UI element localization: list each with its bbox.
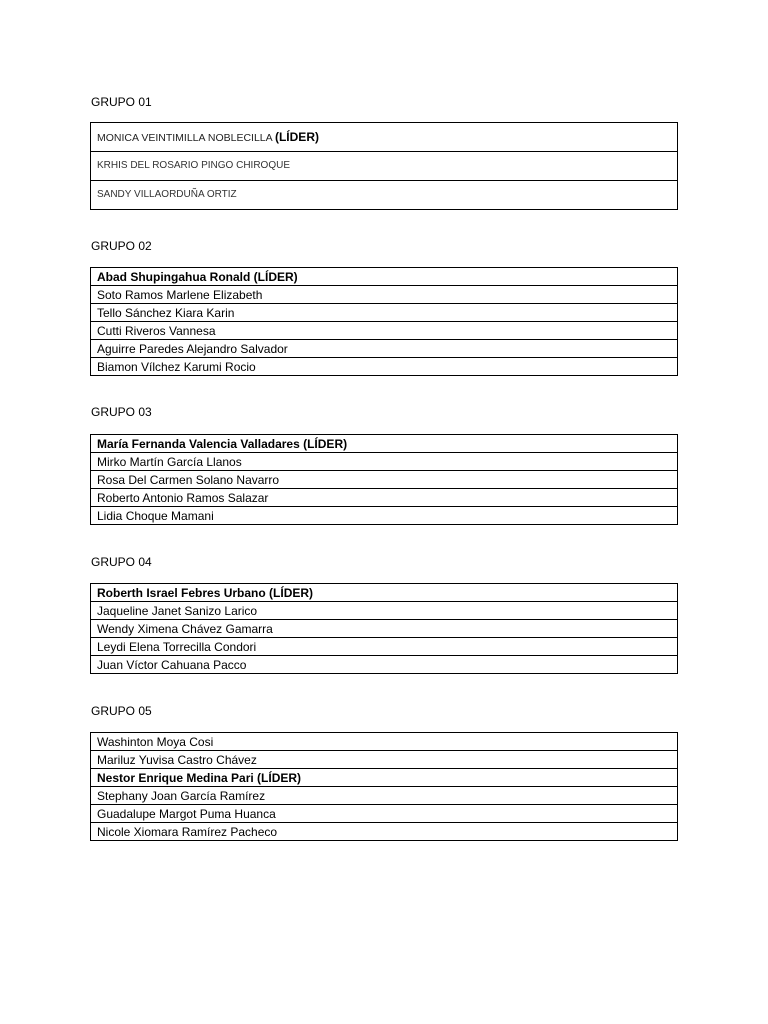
table-row bbox=[91, 304, 678, 322]
table-row bbox=[91, 152, 678, 181]
member-cell: Tello Sánchez Kiara Karin bbox=[91, 304, 678, 322]
table-row bbox=[91, 733, 678, 751]
member-cell bbox=[91, 123, 678, 152]
table-row bbox=[91, 471, 678, 489]
group-table bbox=[90, 267, 678, 376]
member-cell: KRHIS DEL ROSARIO PINGO CHIROQUE bbox=[91, 152, 678, 181]
member-cell: María Fernanda Valencia Valladares (LÍDER) bbox=[91, 435, 678, 453]
table-row bbox=[91, 453, 678, 471]
member-cell: Juan Víctor Cahuana Pacco bbox=[91, 656, 678, 674]
member-cell: Wendy Ximena Chávez Gamarra bbox=[91, 620, 678, 638]
member-cell: Guadalupe Margot Puma Huanca bbox=[91, 805, 678, 823]
table-row bbox=[91, 638, 678, 656]
member-cell: Washinton Moya Cosi bbox=[91, 733, 678, 751]
table-row bbox=[91, 751, 678, 769]
table-row bbox=[91, 268, 678, 286]
member-cell: Mirko Martín García Llanos bbox=[91, 453, 678, 471]
table-row bbox=[91, 584, 678, 602]
member-cell: Rosa Del Carmen Solano Navarro bbox=[91, 471, 678, 489]
group-table bbox=[90, 732, 678, 841]
member-cell: Abad Shupingahua Ronald (LÍDER) bbox=[91, 268, 678, 286]
table-row bbox=[91, 123, 678, 152]
group-title: GRUPO 02 bbox=[91, 239, 152, 253]
table-row bbox=[91, 489, 678, 507]
member-cell: Aguirre Paredes Alejandro Salvador bbox=[91, 340, 678, 358]
member-cell: Mariluz Yuvisa Castro Chávez bbox=[91, 751, 678, 769]
table-row bbox=[91, 358, 678, 376]
table-row bbox=[91, 656, 678, 674]
table-row bbox=[91, 823, 678, 841]
table-row bbox=[91, 620, 678, 638]
table-row bbox=[91, 340, 678, 358]
member-cell: Soto Ramos Marlene Elizabeth bbox=[91, 286, 678, 304]
group-table bbox=[90, 583, 678, 674]
table-row bbox=[91, 322, 678, 340]
table-row bbox=[91, 787, 678, 805]
group-table bbox=[90, 434, 678, 525]
group-title: GRUPO 04 bbox=[91, 555, 152, 569]
group-title: GRUPO 01 bbox=[91, 95, 152, 109]
member-cell: Roberto Antonio Ramos Salazar bbox=[91, 489, 678, 507]
table-row bbox=[91, 286, 678, 304]
member-cell: SANDY VILLAORDUÑA ORTIZ bbox=[91, 181, 678, 210]
group-title: GRUPO 03 bbox=[91, 405, 152, 419]
table-row bbox=[91, 602, 678, 620]
leader-tag: (LÍDER) bbox=[274, 129, 319, 144]
member-cell: Roberth Israel Febres Urbano (LÍDER) bbox=[91, 584, 678, 602]
member-cell: Leydi Elena Torrecilla Condori bbox=[91, 638, 678, 656]
table-row bbox=[91, 435, 678, 453]
member-cell: Stephany Joan García Ramírez bbox=[91, 787, 678, 805]
table-row bbox=[91, 769, 678, 787]
member-cell: Biamon Vílchez Karumi Rocio bbox=[91, 358, 678, 376]
table-row bbox=[91, 507, 678, 525]
member-cell: Nestor Enrique Medina Pari (LÍDER) bbox=[91, 769, 678, 787]
member-cell: Jaqueline Janet Sanizo Larico bbox=[91, 602, 678, 620]
member-cell: Nicole Xiomara Ramírez Pacheco bbox=[91, 823, 678, 841]
member-cell: Lidia Choque Mamani bbox=[91, 507, 678, 525]
table-row bbox=[91, 181, 678, 210]
table-row bbox=[91, 805, 678, 823]
member-cell: Cutti Riveros Vannesa bbox=[91, 322, 678, 340]
member-name: MONICA VEINTIMILLA NOBLECILLA bbox=[97, 131, 273, 144]
group-table bbox=[90, 122, 678, 210]
group-title: GRUPO 05 bbox=[91, 704, 152, 718]
